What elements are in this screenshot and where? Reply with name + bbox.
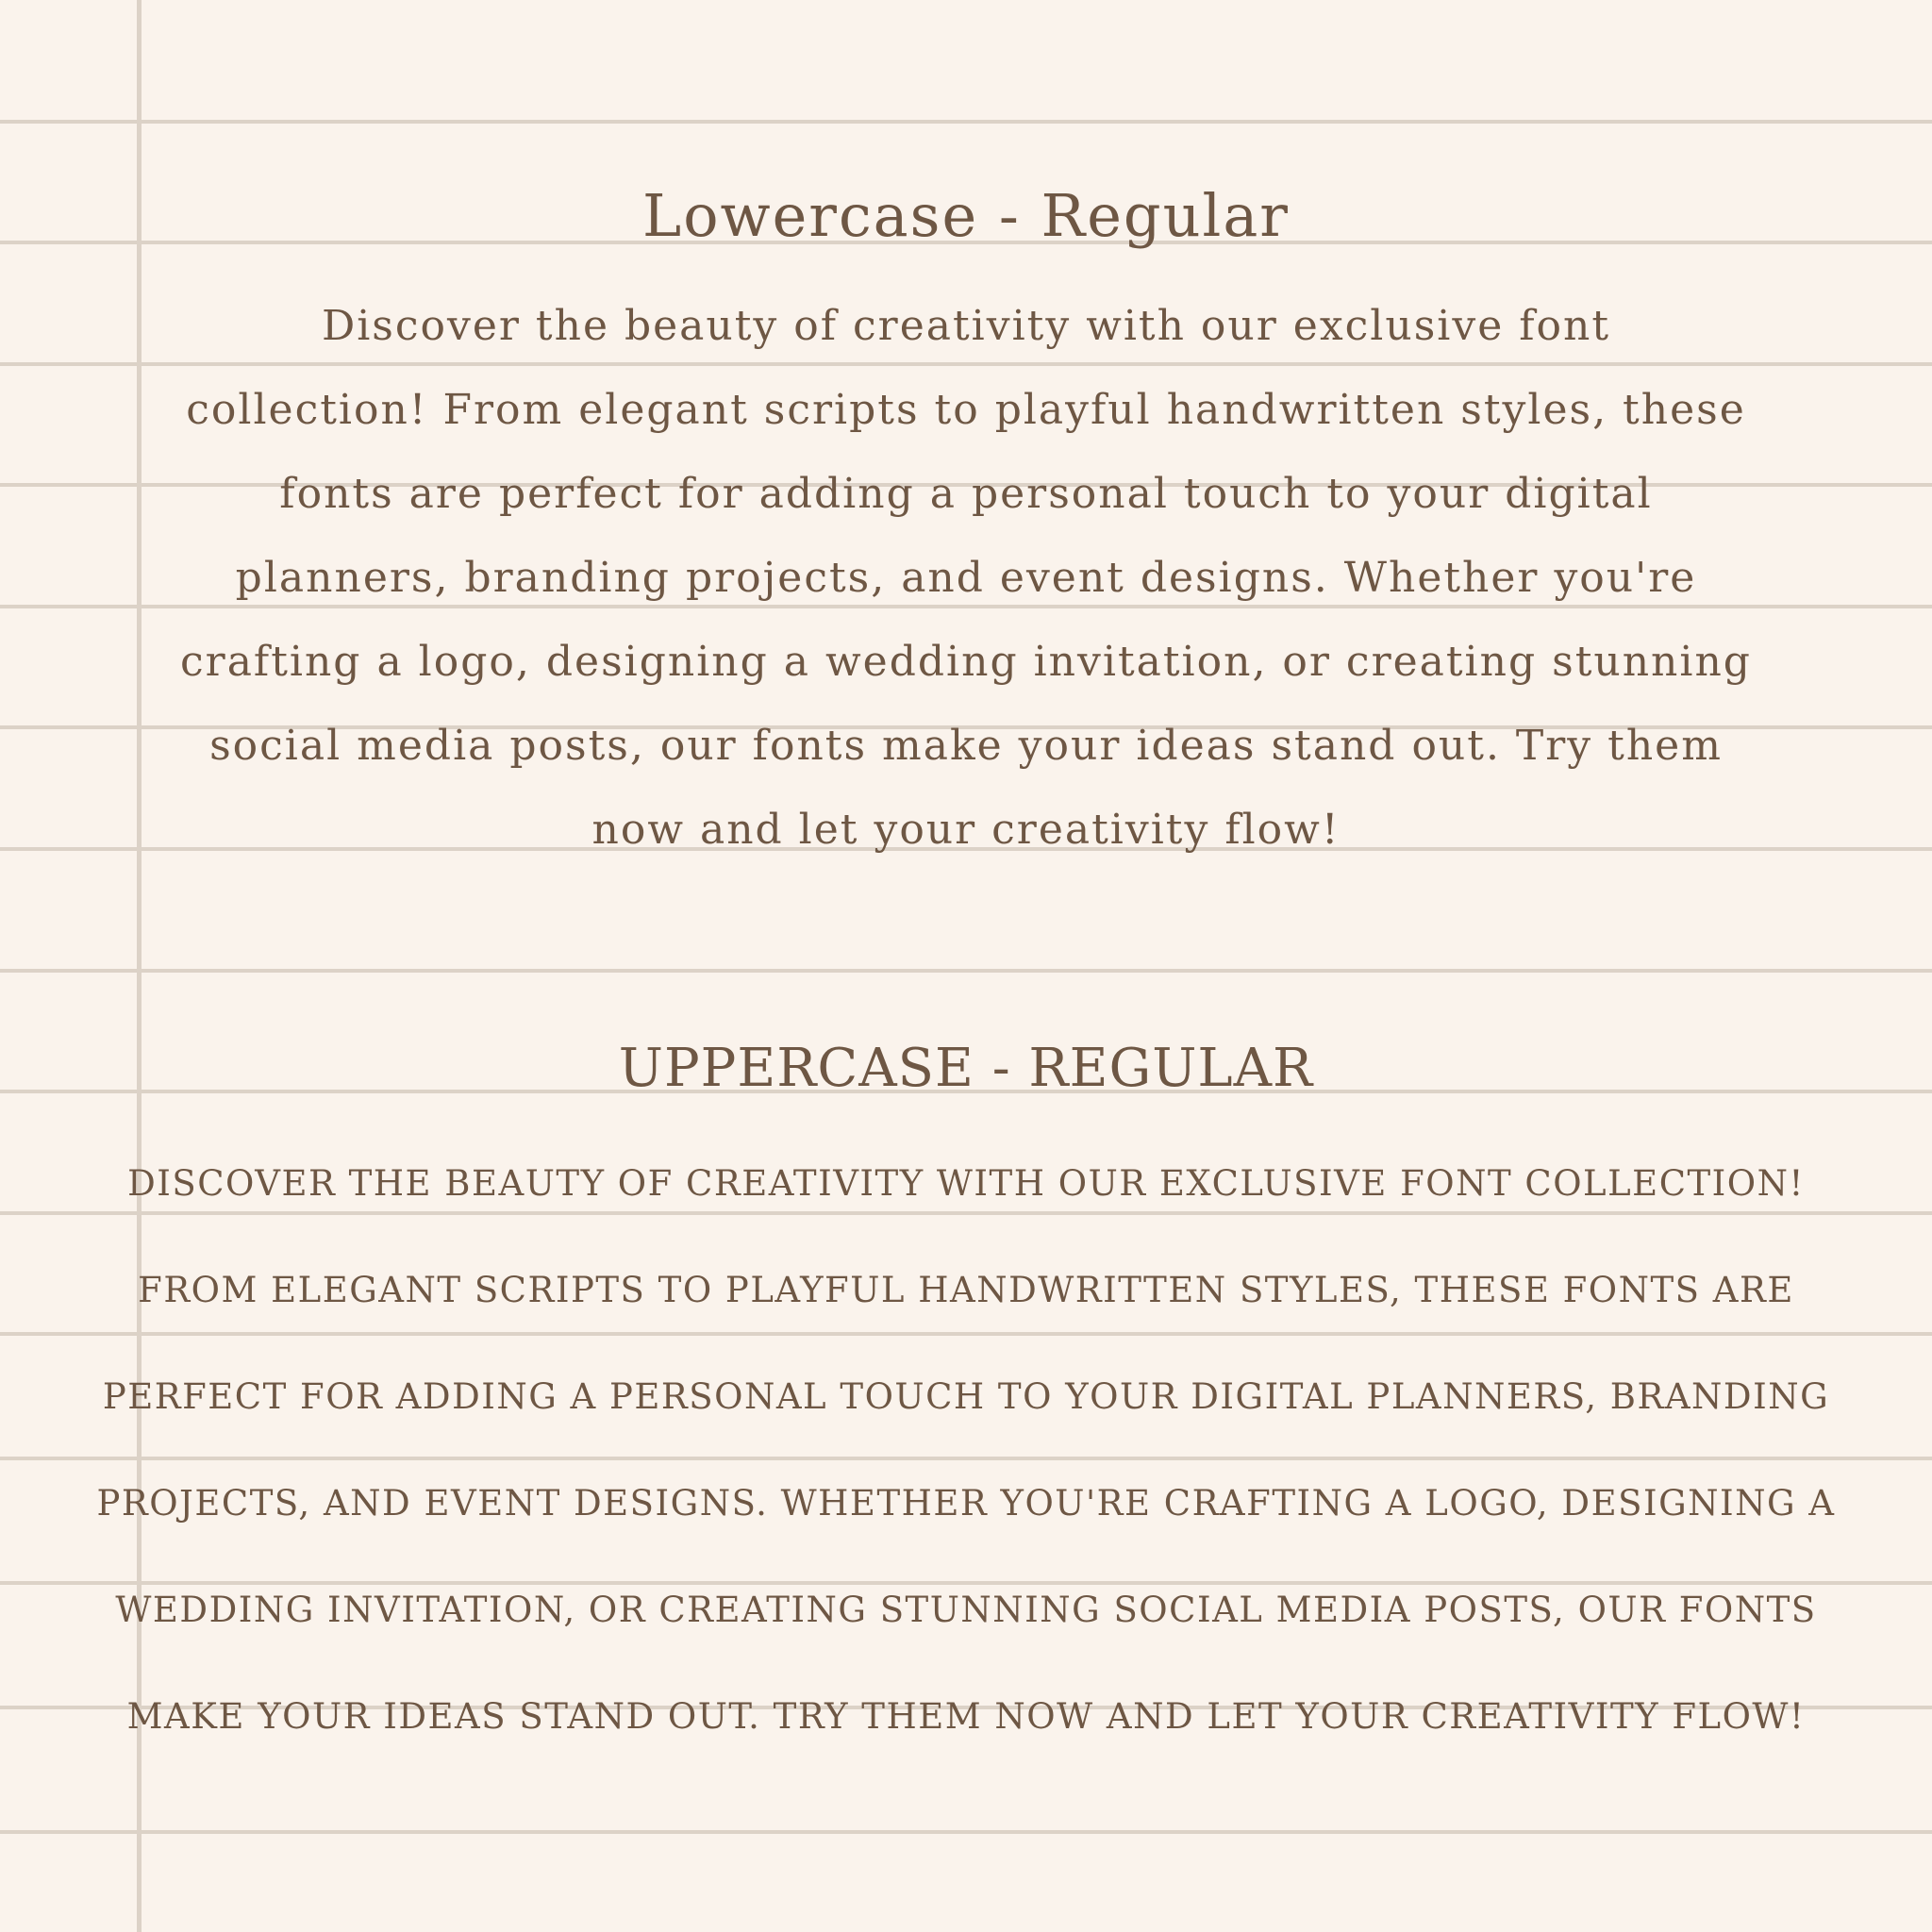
rule-line <box>0 1830 1932 1834</box>
lowercase-line: now and let your creativity flow! <box>591 806 1341 854</box>
uppercase-line: MAKE YOUR IDEAS STAND OUT. TRY THEM NOW AND LET YOUR CREATIVITY FLOW! <box>126 1696 1806 1737</box>
rule-line <box>0 362 1932 366</box>
lowercase-line: Discover the beauty of creativity with our exclusive font <box>321 302 1611 350</box>
uppercase-title: UPPERCASE - REGULAR <box>618 1038 1314 1099</box>
lowercase-line: social media posts, our fonts make your ideas stand out. Try them <box>209 722 1723 770</box>
rule-line <box>0 605 1932 608</box>
lowercase-line: planners, branding projects, and event designs. Whether you're <box>235 554 1697 602</box>
rule-line <box>0 1332 1932 1336</box>
lowercase-line: collection! From elegant scripts to playful handwritten styles, these <box>186 386 1746 434</box>
uppercase-line: DISCOVER THE BEAUTY OF CREATIVITY WITH OUR EXCLUSIVE FONT COLLECTION! <box>127 1163 1805 1204</box>
lowercase-line: crafting a logo, designing a wedding invitation, or creating stunning <box>180 638 1752 686</box>
uppercase-line: FROM ELEGANT SCRIPTS TO PLAYFUL HANDWRITTEN STYLES, THESE FONTS ARE <box>138 1270 1794 1310</box>
uppercase-line: PERFECT FOR ADDING A PERSONAL TOUCH TO YOUR DIGITAL PLANNERS, BRANDING <box>102 1376 1830 1417</box>
rule-line <box>0 1457 1932 1460</box>
uppercase-line: PROJECTS, AND EVENT DESIGNS. WHETHER YOU'RE CRAFTING A LOGO, DESIGNING A <box>96 1483 1836 1524</box>
rule-line <box>0 120 1932 124</box>
margin-line <box>137 0 142 1932</box>
lowercase-line: fonts are perfect for adding a personal touch to your digital <box>279 470 1653 518</box>
rule-line <box>0 1581 1932 1585</box>
rule-line <box>0 969 1932 973</box>
lowercase-title: Lowercase - Regular <box>642 181 1290 250</box>
uppercase-line: WEDDING INVITATION, OR CREATING STUNNING SOCIAL MEDIA POSTS, OUR FONTS <box>115 1590 1817 1630</box>
rule-line <box>0 1211 1932 1215</box>
